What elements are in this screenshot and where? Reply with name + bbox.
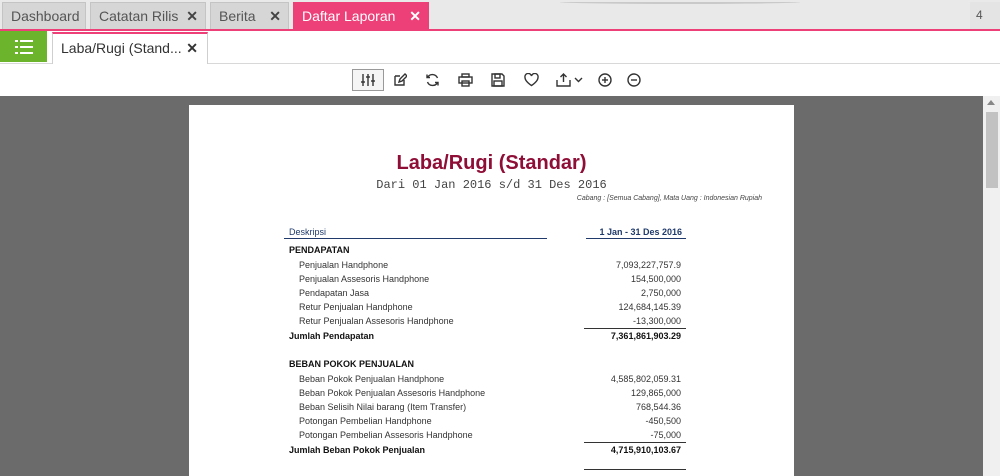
filter-settings-button[interactable] (352, 69, 384, 91)
row-label: Potongan Pembelian Assesoris Handphone (299, 430, 473, 440)
edit-button[interactable] (388, 69, 412, 91)
report-title: Laba/Rugi (Standar) (396, 152, 587, 174)
tab-berita[interactable] (210, 2, 289, 29)
sum-line (584, 328, 686, 329)
tab-label: Laba/Rugi (Stand... (61, 40, 182, 56)
divider (586, 238, 686, 239)
row-value: 7,093,227,757.9 (615, 260, 681, 270)
table-row (189, 302, 794, 314)
tab-label: Berita (219, 8, 256, 24)
report-meta: Cabang : [Semua Cabang], Mata Uang : Indonesian Rupiah (576, 195, 762, 202)
zoom-in-button[interactable] (593, 69, 617, 91)
tab-label: Catatan Rilis (99, 8, 179, 24)
chevron-down-icon (574, 77, 583, 83)
sum-line (584, 442, 686, 443)
top-tab-bar (0, 0, 1000, 30)
row-label: Beban Pokok Penjualan Handphone (299, 374, 445, 384)
refresh-button[interactable] (420, 69, 444, 91)
table-row (189, 388, 794, 400)
total-row (189, 331, 794, 343)
table-row (189, 260, 794, 272)
row-value: -450,500 (645, 416, 681, 426)
row-label: Pendapatan Jasa (299, 288, 370, 298)
total-label: Jumlah Pendapatan (289, 331, 375, 341)
table-row (189, 288, 794, 300)
report-toolbar (0, 64, 1000, 96)
row-value: 768,544.36 (635, 402, 681, 412)
menu-button[interactable] (0, 31, 47, 62)
table-row (189, 374, 794, 386)
report-tab-bar (0, 31, 1000, 64)
total-row (189, 445, 794, 457)
edit-icon (393, 73, 407, 87)
tab-catatan-rilis[interactable] (90, 2, 206, 29)
column-header-period: 1 Jan - 31 Des 2016 (599, 227, 682, 237)
list-icon (15, 40, 33, 54)
save-icon (491, 73, 505, 87)
tab-label: Dashboard (11, 8, 80, 24)
save-button[interactable] (486, 69, 510, 91)
close-icon[interactable]: ✕ (409, 8, 421, 24)
zoom-in-icon (598, 73, 612, 87)
close-icon[interactable]: ✕ (186, 8, 198, 24)
sliders-icon (360, 73, 376, 87)
row-value: 4,585,802,059.31 (610, 374, 681, 384)
zoom-out-button[interactable] (622, 69, 646, 91)
total-value: 4,715,910,103.67 (610, 445, 681, 455)
row-label: Penjualan Handphone (299, 260, 389, 270)
table-row (189, 430, 794, 442)
export-button[interactable] (552, 69, 586, 91)
tab-dashboard[interactable] (2, 2, 86, 29)
table-row (189, 402, 794, 414)
print-icon (458, 73, 473, 87)
report-page (189, 105, 794, 476)
close-icon[interactable]: ✕ (269, 8, 281, 24)
divider (284, 238, 547, 239)
tab-laba-rugi[interactable] (52, 32, 208, 64)
row-label: Potongan Pembelian Handphone (299, 416, 432, 426)
row-label: Penjualan Assesoris Handphone (299, 274, 430, 284)
section-label: BEBAN POKOK PENJUALAN (289, 359, 415, 369)
tab-count: 4 (976, 8, 983, 22)
row-value: 154,500,000 (630, 274, 681, 284)
table-row (189, 416, 794, 428)
zoom-out-icon (627, 73, 641, 87)
tab-count-dropdown[interactable] (970, 2, 1000, 29)
favorite-button[interactable] (519, 69, 543, 91)
row-value: 129,865,000 (630, 388, 681, 398)
section-title (189, 245, 794, 257)
tab-label: Daftar Laporan (302, 8, 396, 24)
sum-line (584, 469, 686, 470)
row-label: Retur Penjualan Handphone (299, 302, 413, 312)
section-label: PENDAPATAN (289, 245, 350, 255)
total-label: Jumlah Beban Pokok Penjualan (289, 445, 426, 455)
total-value: 7,361,861,903.29 (610, 331, 681, 341)
row-label: Retur Penjualan Assesoris Handphone (299, 316, 454, 326)
scrollbar-thumb[interactable] (986, 112, 998, 188)
header-decoration (560, 0, 800, 4)
heart-icon (524, 73, 539, 87)
row-value: 2,750,000 (640, 288, 681, 298)
refresh-icon (425, 73, 440, 87)
section-title (189, 359, 794, 371)
tab-daftar-laporan[interactable] (293, 2, 429, 29)
column-header-description: Deskripsi (289, 227, 327, 237)
row-value: -13,300,000 (632, 316, 681, 326)
row-label: Beban Selisih Nilai barang (Item Transfer) (299, 402, 467, 412)
report-period: Dari 01 Jan 2016 s/d 31 Des 2016 (376, 178, 607, 192)
table-row (189, 316, 794, 328)
export-icon (556, 73, 571, 87)
row-label: Beban Pokok Penjualan Assesoris Handphone (299, 388, 486, 398)
table-row (189, 274, 794, 286)
print-button[interactable] (453, 69, 477, 91)
scroll-up-icon[interactable] (987, 100, 995, 105)
close-icon[interactable]: ✕ (186, 40, 198, 56)
vertical-scrollbar[interactable] (983, 96, 1000, 476)
row-value: -75,000 (650, 430, 681, 440)
row-value: 124,684,145.39 (618, 302, 681, 312)
